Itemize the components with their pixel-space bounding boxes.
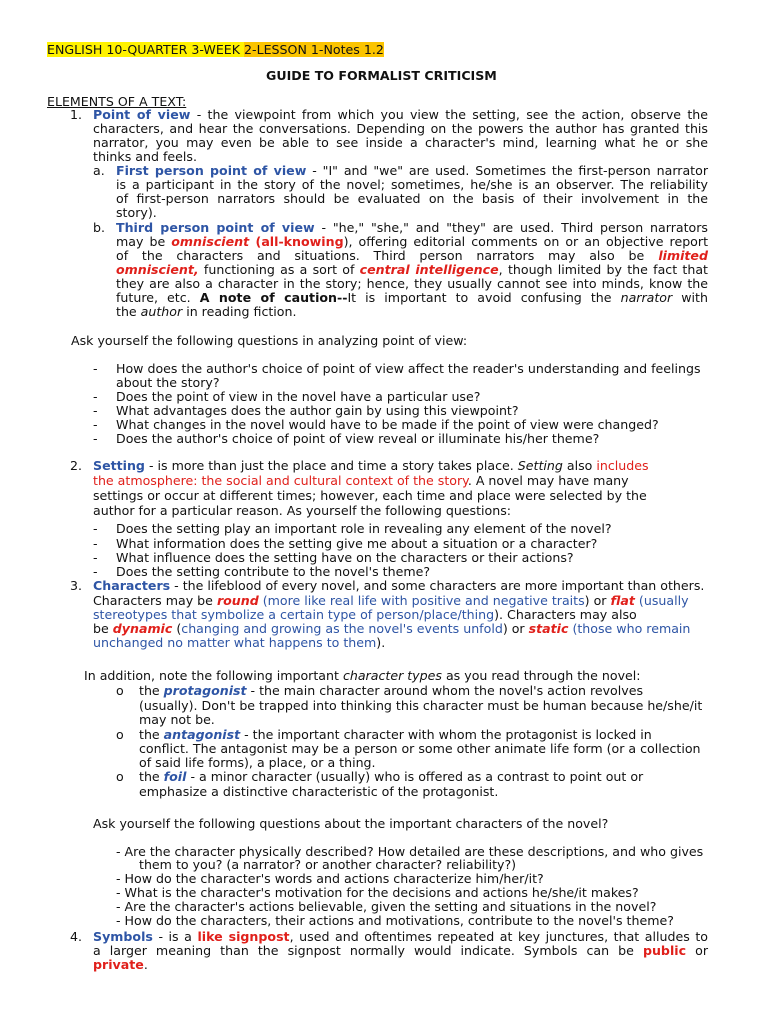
s1b-line3: of the characters and situations. Third person narrators may also be limited [116,248,708,263]
s1-q-dash: - [93,361,98,376]
type-protagonist-line1: the protagonist - the main character around whom the novel's action revolves [139,683,644,698]
s4-line1: Symbols - is a like signpost, used and oftentimes repeated at key junctures, that alludes to [93,929,708,944]
page-title: GUIDE TO FORMALIST CRITICISM [266,68,497,83]
s2-line1: Setting - is more than just the place and time a story takes place. Setting also includes [93,458,649,473]
s3-line2: Characters may be round (more like real life with positive and negative traits) or flat (usually [93,593,689,608]
s1-q4: What changes in the novel would have to be made if the point of view were changed? [116,417,659,432]
s2-q3: What influence does the setting have on the characters or their actions? [116,550,574,565]
s1a-line2: is a participant in the story of the novel; sometimes, he/she is an observer. The reliability [116,177,708,192]
s3-number: 3. [70,578,83,593]
type-protagonist-line3: may not be. [139,712,215,727]
s1b-line2: may be omniscient (all-knowing), offering editorial comments on or an objective report [116,234,709,249]
s1-line2: characters, and hear the conversations. Depending on the powers the author has granted this [93,121,708,136]
s3-q3: - What is the character's motivation for the decisions and actions he/she/it makes? [116,885,639,900]
s3-term: Characters [93,578,171,593]
s1-line4: thinks and feels. [93,149,197,164]
s1a-line3: of first-person narrators should be evaluated on the basis of their involvement in the [116,191,708,206]
s1b-mark: b. [93,220,105,235]
s1-ask: Ask yourself the following questions in analyzing point of view: [71,333,468,348]
s1b-line1: Third person point of view - "he," "she," and "they" are used. Third person narrators [116,220,708,235]
s1-term: Point of view [93,107,191,122]
s1-q3: What advantages does the author gain by using this viewpoint? [116,403,519,418]
s1-q2: Does the point of view in the novel have a particular use? [116,389,481,404]
type-antagonist-line2: conflict. The antagonist may be a person or some other animate life form (or a collection [139,741,701,756]
s1b-line4: omniscient, functioning as a sort of central intelligence, though limited by the fact that [116,262,708,277]
bullet-protagonist: o [116,683,124,698]
s3-line4: be dynamic (changing and growing as the novel's events unfold) or static (those who remain [93,621,691,636]
s1-line1: Point of view - the viewpoint from which you view the setting, see the action, observe the [93,107,708,122]
s1-q-dash: - [93,403,98,418]
s2-q1: Does the setting play an important role in revealing any element of the novel? [116,521,612,536]
s3-q2: - How do the character's words and actions characterize him/her/it? [116,871,544,886]
s3-q4: - Are the character's actions believable, given the setting and situations in the novel? [116,899,657,914]
s1b-line7: the author in reading fiction. [116,304,297,319]
s1b-term: Third person point of view [116,220,315,235]
elements-heading: ELEMENTS OF A TEXT: [47,94,187,109]
s1-number: 1. [70,107,83,122]
s2-q-dash: - [93,521,98,536]
header-line [47,43,384,57]
s2-q-dash: - [93,564,98,579]
s2-q2: What information does the setting give me about a situation or a character? [116,536,598,551]
s1-q-dash: - [93,431,98,446]
s2-number: 2. [70,458,83,473]
s1-q-dash: - [93,389,98,404]
s2-term: Setting [93,458,145,473]
s1-q1-cont: about the story? [116,375,220,390]
s3-line3: stereotypes that symbolize a certain type of person/place/thing). Characters may also [93,607,637,622]
s3-q1: - Are the character physically described? How detailed are these descriptions, and who gives [116,844,704,859]
s1a-term: First person point of view [116,163,307,178]
s3-q1-cont: them to you? (a narrator? or another character? reliability?) [139,857,517,872]
header-course: ENGLISH 10-QUARTER 3-WEEK [47,42,245,57]
s1b-line6: future, etc. A note of caution--It is important to avoid confusing the narrator with [116,290,708,305]
s2-q-dash: - [93,536,98,551]
s1-q-dash: - [93,417,98,432]
s3-addition: In addition, note the following important character types as you read through the novel: [84,668,641,683]
bullet-antagonist: o [116,727,124,742]
s2-line4: author for a particular reason. As yourself the following questions: [93,503,512,518]
s4-line2: a larger meaning than the signpost normally would indicate. Symbols can be public or [93,943,709,958]
s4-number: 4. [70,929,83,944]
bullet-foil: o [116,769,124,784]
s3-line5: unchanged no matter what happens to them). [93,635,386,650]
header-lesson: 2-LESSON 1-Notes 1.2 [244,42,384,57]
type-foil-line1: the foil - a minor character (usually) who is offered as a contrast to point out or [139,769,644,784]
s4-term: Symbols [93,929,153,944]
s1b-line5: they are also a character in the story; hence, they usually cannot see into minds, know the [116,276,708,291]
s2-line3: settings or occur at different times; however, each time and place were selected by the [93,488,647,503]
type-antagonist-line1: the antagonist - the important character with whom the protagonist is locked in [139,727,652,742]
s1a-line4: story). [116,205,157,220]
s3-line1: Characters - the lifeblood of every novel, and some characters are more important than others. [93,578,705,593]
s3-q5: - How do the characters, their actions and motivations, contribute to the novel's theme? [116,913,674,928]
s1-line3: narrator, you may even be able to see inside a character's mind, learning what he or she [93,135,708,150]
s4-line3: private. [93,957,148,972]
s2-line2: the atmosphere: the social and cultural context of the story. A novel may have many [93,473,629,488]
s1-q1: How does the author's choice of point of view affect the reader's understanding and feelings [116,361,701,376]
s1-q5: Does the author's choice of point of view reveal or illuminate his/her theme? [116,431,600,446]
s1a-mark: a. [93,163,105,178]
s3-ask: Ask yourself the following questions about the important characters of the novel? [93,816,609,831]
type-antagonist-line3: of said life forms), a place, or a thing. [139,755,376,770]
type-foil-line2: emphasize a distinctive characteristic of the protagonist. [139,784,499,799]
s2-q4: Does the setting contribute to the novel's theme? [116,564,431,579]
s2-q-dash: - [93,550,98,565]
type-protagonist-line2: (usually). Don't be trapped into thinking this character must be human because he/she/it [139,698,703,713]
s1a-line1: First person point of view - "I" and "we" are used. Sometimes the first-person narrator [116,163,709,178]
